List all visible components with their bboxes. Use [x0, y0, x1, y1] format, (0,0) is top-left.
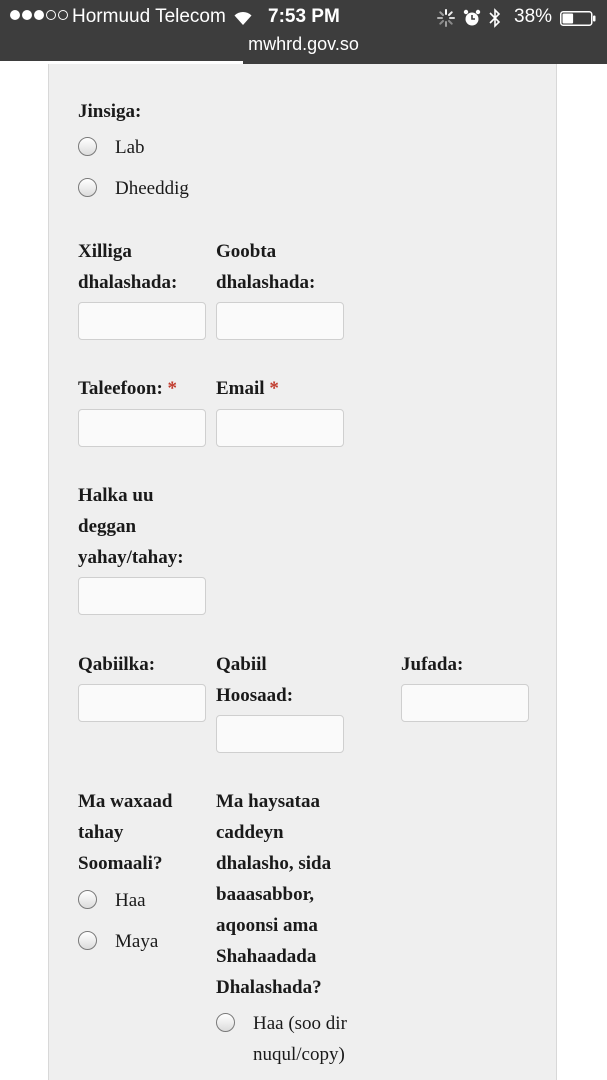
registration-form: [48, 64, 557, 1080]
radio-label: Haa: [115, 890, 146, 911]
battery-percentage: 38%: [514, 6, 553, 27]
gender-option-male[interactable]: [78, 132, 145, 163]
clan-label: Qabiilka:: [78, 654, 156, 675]
birth-document-question-label: Ma haysataa caddeyn dhalasho, sida baaasabbor, aqoonsi ama Shahaadada Dhalashada?: [216, 791, 332, 998]
somali-question-label: Ma waxaad tahay Soomaali?: [78, 791, 173, 874]
address-bar-url[interactable]: mwhrd.gov.so: [248, 34, 359, 54]
radio-label: Lab: [115, 137, 145, 158]
email-input[interactable]: [216, 409, 344, 447]
radio-button[interactable]: [78, 931, 97, 950]
birth-date-label: Xilliga dhalashada:: [78, 241, 178, 293]
battery-icon: [560, 11, 596, 26]
radio-button[interactable]: [78, 137, 97, 156]
carrier-name: Hormuud Telecom: [72, 6, 226, 27]
birth-date-input[interactable]: [78, 302, 206, 340]
birth-place-input[interactable]: [216, 302, 344, 340]
jufada-input[interactable]: [401, 684, 529, 722]
radio-button[interactable]: [78, 890, 97, 909]
residence-input[interactable]: [78, 577, 206, 615]
residence-label: Halka uu deggan yahay/tahay:: [78, 485, 184, 568]
required-mark: *: [167, 378, 178, 399]
required-mark: *: [269, 378, 279, 399]
radio-label: Maya: [115, 931, 159, 952]
birth-document-option-yes[interactable]: [216, 1008, 347, 1070]
birth-place-label: Goobta dhalashada:: [216, 241, 316, 293]
sub-clan-input[interactable]: [216, 715, 344, 753]
sub-clan-label: Qabiil Hoosaad:: [216, 654, 294, 706]
activity-spinner-icon: [437, 9, 455, 27]
phone-input[interactable]: [78, 409, 206, 447]
email-label: Email *: [216, 378, 279, 399]
jufada-label: Jufada:: [401, 654, 464, 675]
phone-label: Taleefoon: *: [78, 378, 178, 399]
radio-button[interactable]: [216, 1013, 235, 1032]
bluetooth-icon: [489, 8, 501, 28]
somali-option-yes[interactable]: [78, 885, 146, 916]
gender-label: Jinsiga:: [78, 101, 142, 122]
clan-input[interactable]: [78, 684, 206, 722]
gender-option-female[interactable]: [78, 173, 189, 204]
radio-label: Dheeddig: [115, 178, 189, 199]
alarm-icon: [463, 9, 481, 27]
somali-option-no[interactable]: [78, 926, 158, 957]
signal-dots-icon: [10, 10, 68, 20]
clock: 7:53 PM: [268, 6, 340, 27]
radio-button[interactable]: [78, 178, 97, 197]
wifi-icon: [232, 8, 254, 26]
status-bar: [0, 0, 607, 64]
radio-label: Haa (soo dir nuqul/copy): [253, 1013, 347, 1065]
